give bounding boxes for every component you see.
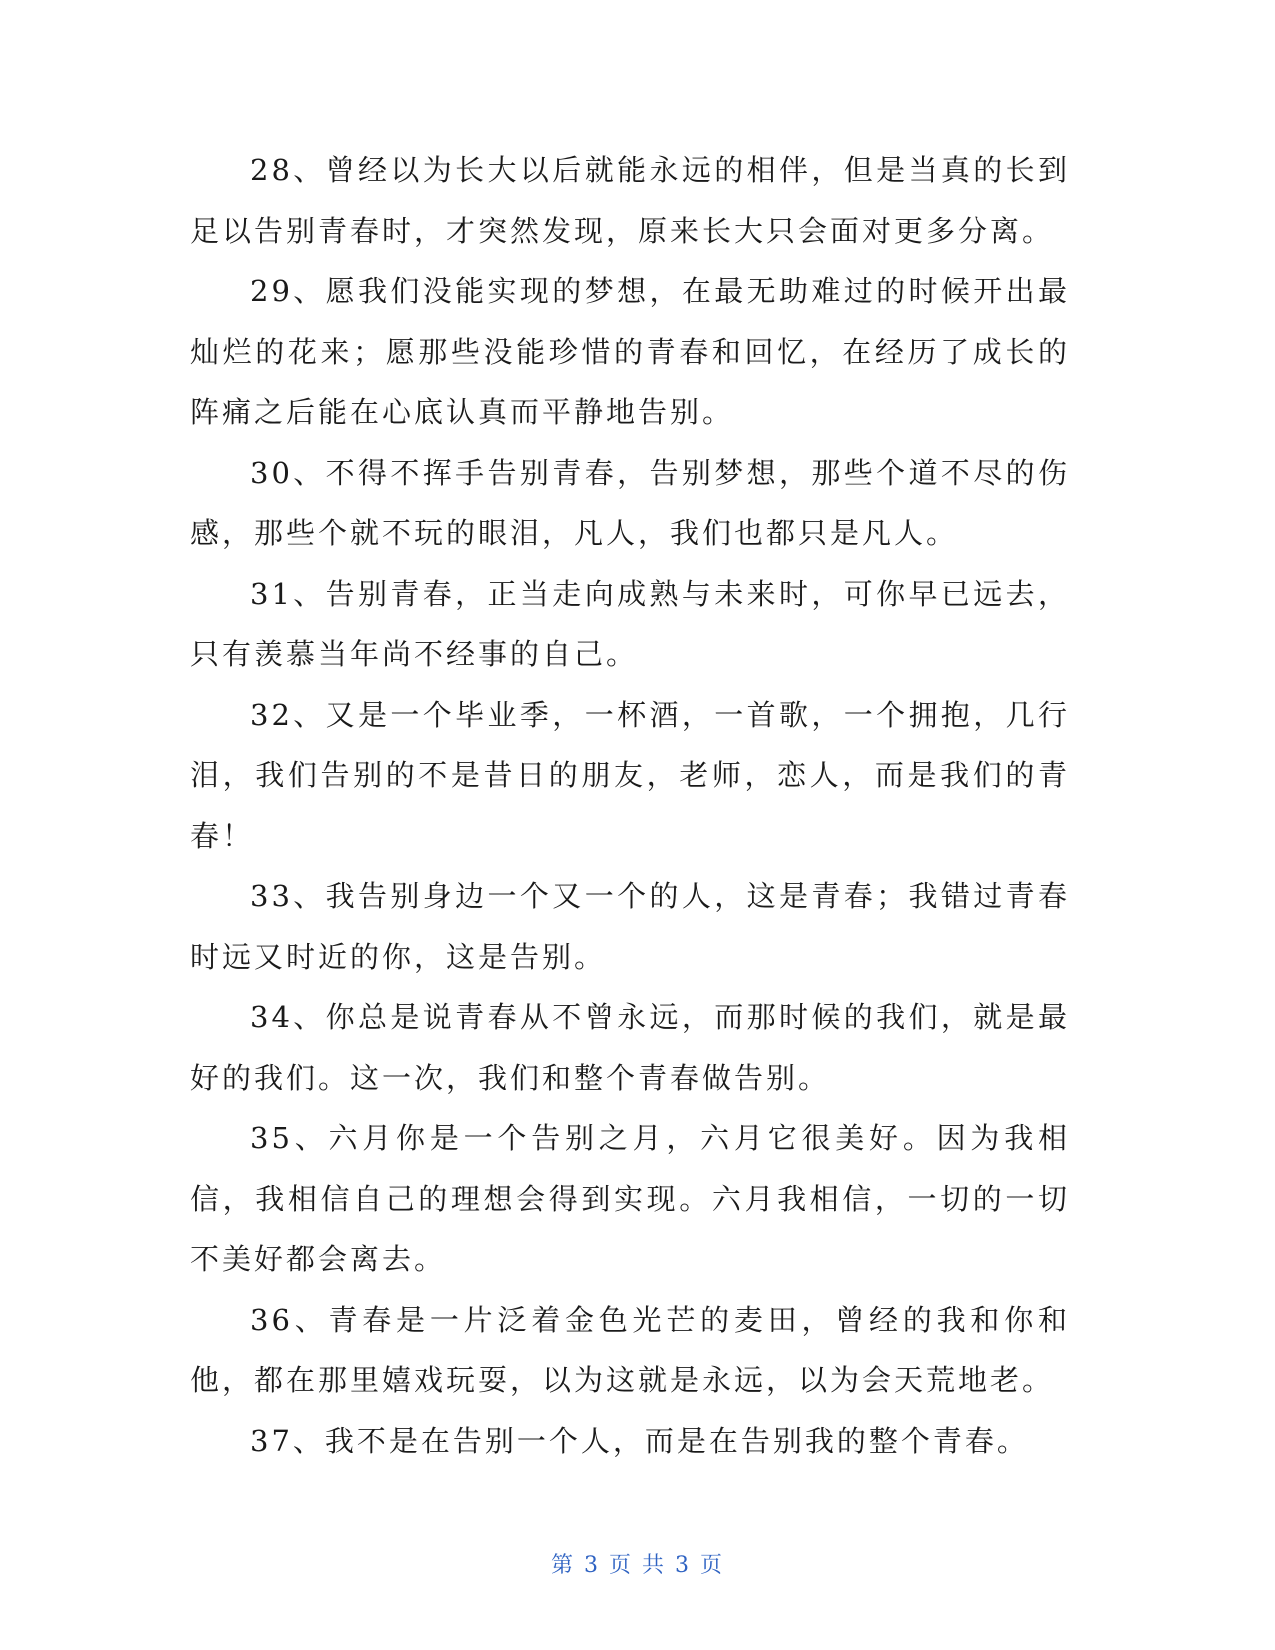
- paragraph-28: 28、曾经以为长大以后就能永远的相伴，但是当真的长到足以告别青春时，才突然发现，原来长大只会面对更多分离。: [190, 153, 1070, 248]
- paragraph-35: 35、六月你是一个告别之月，六月它很美好。因为我相信，我相信自己的理想会得到实现。六月我相信，一切的一切不美好都会离去。: [190, 1121, 1070, 1276]
- page-footer: [0, 1548, 1275, 1579]
- paragraph-37: 37、我不是在告别一个人，而是在告别我的整个青春。: [250, 1423, 1029, 1458]
- paragraph-29: 29、愿我们没能实现的梦想，在最无助难过的时候开出最灿烂的花来；愿那些没能珍惜的青春和回忆，在经历了成长的阵痛之后能在心底认真而平静地告别。: [190, 274, 1070, 429]
- paragraph-33: 33、我告别身边一个又一个的人，这是青春；我错过青春时远又时近的你，这是告别。: [190, 879, 1070, 974]
- page-number-label: 第 3 页 共 3 页: [551, 1553, 724, 1578]
- paragraph-36: 36、青春是一片泛着金色光芒的麦田，曾经的我和你和他，都在那里嬉戏玩耍，以为这就是永远，以为会天荒地老。: [190, 1302, 1070, 1397]
- paragraph-31: 31、告别青春，正当走向成熟与未来时，可你早已远去，只有羡慕当年尚不经事的自己。: [190, 576, 1070, 671]
- paragraph-32: 32、又是一个毕业季，一杯酒，一首歌，一个拥抱，几行泪，我们告别的不是昔日的朋友，老师，恋人，而是我们的青春！: [190, 697, 1070, 853]
- paragraph-34: 34、你总是说青春从不曾永远，而那时候的我们，就是最好的我们。这一次，我们和整个青春做告别。: [190, 1000, 1070, 1095]
- paragraph-30: 30、不得不挥手告别青春，告别梦想，那些个道不尽的伤感，那些个就不玩的眼泪，凡人，我们也都只是凡人。: [190, 455, 1070, 550]
- document-body: [190, 140, 1070, 1471]
